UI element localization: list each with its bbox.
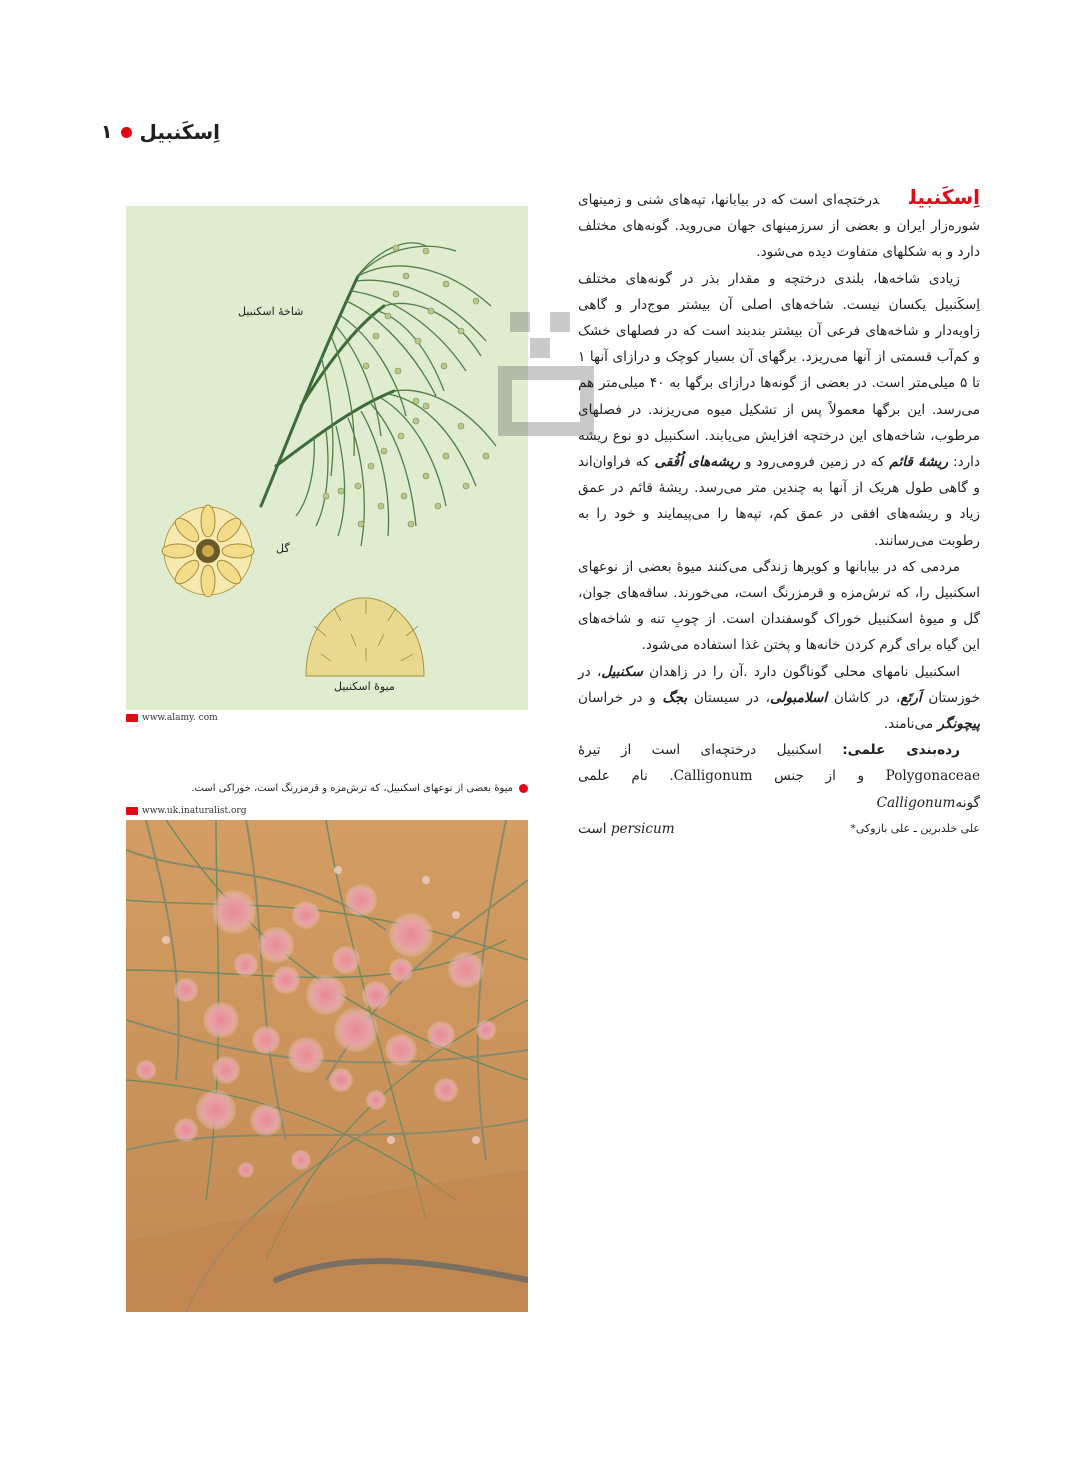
p4-d: ، در سیستان bbox=[693, 689, 771, 706]
photo-credit bbox=[126, 806, 246, 816]
classification-label: رده‌بندی علمی: bbox=[842, 742, 960, 759]
label-branch: شاخهٔ اسکنبیل bbox=[238, 305, 304, 318]
red-dot-icon bbox=[121, 127, 132, 138]
article-paragraph-3: مردمی که در بیابانها و کویرها زندگی می‌کنند میوهٔ بعضی از نوعهای اسکنبیل را، که ترش‌مزه و قرمزرنگ است، می‌خورند. ساقه‌های جوان، گل و میوهٔ اسکنبیل خوراک گوسفندان است. از چوبِ تنه و شاخه‌های این گیاه برای گرم کردن خانه‌ها و پختن غذا استفاده می‌شود. bbox=[578, 558, 980, 654]
local-name-1: سکنبیل bbox=[601, 663, 643, 680]
term-vertical-root: ریشهٔ قائم bbox=[889, 454, 949, 471]
species-line bbox=[578, 816, 675, 842]
article-paragraph-4 bbox=[578, 659, 980, 738]
species-name-genus: Calligonum bbox=[876, 794, 956, 811]
article-paragraph-1 bbox=[578, 184, 980, 266]
photo-credit-text: www.uk.inaturalist.org bbox=[142, 806, 247, 816]
closing-line bbox=[578, 816, 980, 842]
species-name-epithet: persicum bbox=[610, 820, 675, 837]
p4-e: و در خراسان bbox=[578, 689, 656, 706]
p4-b: ، در خوزستان bbox=[578, 663, 980, 706]
article-body bbox=[578, 184, 980, 842]
botanical-illustration bbox=[126, 206, 528, 710]
p4-a: اسکنبیل نامهای محلی گوناگون دارد .آن را در زاهدان bbox=[649, 663, 960, 680]
fruit-photo-graphic bbox=[126, 820, 528, 1312]
p2-mid: که در زمین فرومی‌رود و bbox=[745, 454, 885, 471]
fruit-photograph bbox=[126, 820, 528, 1312]
camera-icon bbox=[126, 714, 138, 722]
local-name-2: اَرتَع bbox=[900, 689, 922, 706]
calligonum-drawing bbox=[126, 206, 528, 710]
family-name: Polygonaceae bbox=[885, 768, 980, 785]
label-flower: گل bbox=[276, 542, 290, 555]
p5-end: است bbox=[578, 820, 607, 837]
running-head bbox=[101, 120, 220, 144]
article-paragraph-5 bbox=[578, 737, 980, 816]
local-name-4: بجگ bbox=[662, 689, 688, 706]
running-head-title: اِسکَنبیل bbox=[139, 120, 220, 144]
p4-f: می‌نامند. bbox=[883, 716, 934, 733]
page-number: ۱ bbox=[100, 121, 113, 143]
fruit-drawing bbox=[306, 598, 424, 676]
photo-caption bbox=[191, 783, 528, 794]
p1-text: درختچه‌ای است که در بیابانها، تپه‌های شنی و زمینهای شوره‌زار ایران و بعضی از سرزمینهای جهان می‌روید. گونه‌های مختلف دارد و به شکلهای متفاوت دیده می‌شود. bbox=[578, 192, 980, 261]
term-horizontal-roots: ریشه‌های اُفُقی bbox=[654, 454, 741, 471]
p5-a: اسکنبیل درختچه‌ای است از تیرهٔ bbox=[578, 742, 822, 759]
p2-end: که فراوان‌اند و گاهی طول هریک از آنها به چندین متر می‌رسد. ریشهٔ قائم در عمق زیاد و ریشه‌های افقی در عمق کم، تپه‌ها را می‌پیمایند و خود را به رطوبت می‌رسانند. bbox=[578, 454, 980, 549]
flower-drawing bbox=[162, 505, 254, 597]
label-fruit: میوهٔ اسکنبیل bbox=[334, 680, 395, 693]
local-name-5: پیچونگر bbox=[937, 716, 980, 733]
illustration-credit-text: www.alamy. com bbox=[142, 713, 218, 723]
genus-name: Calligonum bbox=[673, 768, 753, 785]
article-headword: اِسکَنبیل bbox=[909, 185, 980, 209]
p5-b: و از جنس bbox=[774, 768, 865, 785]
author-credit: علی خلدبرین ـ علی بازوکی* bbox=[850, 821, 980, 835]
local-name-3: اسلامبولی bbox=[770, 689, 828, 706]
red-dot-icon bbox=[519, 784, 528, 793]
illustration-credit bbox=[126, 713, 218, 723]
p5-c: . نام علمی گونه bbox=[578, 768, 980, 811]
p2-text: زیادی شاخه‌ها، بلندی درختچه و مقدار بذر در گونه‌های مختلف اِسکَنبیل یکسان نیست. شاخه‌های اصلی آن بیشتر موج‌دار و گاهی زاویه‌دار و شاخه‌های فرعی آن بیشتر بندبند است که در فصلهای خشک و کم‌آب قسمتی از آنها می‌ریزد. برگهای آن بسیار کوچک و درازای آنها ۱ تا ۵ میلی‌متر است. در بعضی از گونه‌ها درازای برگها به ۴۰ میلی‌متر هم می‌رسد. این برگها معمولاً پس از تشکیل میوه می‌ریزند. در فصلهای مرطوب، شاخه‌های این درختچه افزایش می‌یابند. اسکنبیل دو نوع ریشه دارد: bbox=[578, 270, 981, 471]
photo-caption-text: میوهٔ بعضی از نوعهای اسکنبیل، که ترش‌مزه و قرمزرنگ است، خوراکی است. bbox=[191, 783, 513, 794]
p4-c: ، در کاشان bbox=[833, 689, 901, 706]
article-paragraph-2 bbox=[578, 266, 980, 554]
camera-icon bbox=[126, 807, 138, 815]
